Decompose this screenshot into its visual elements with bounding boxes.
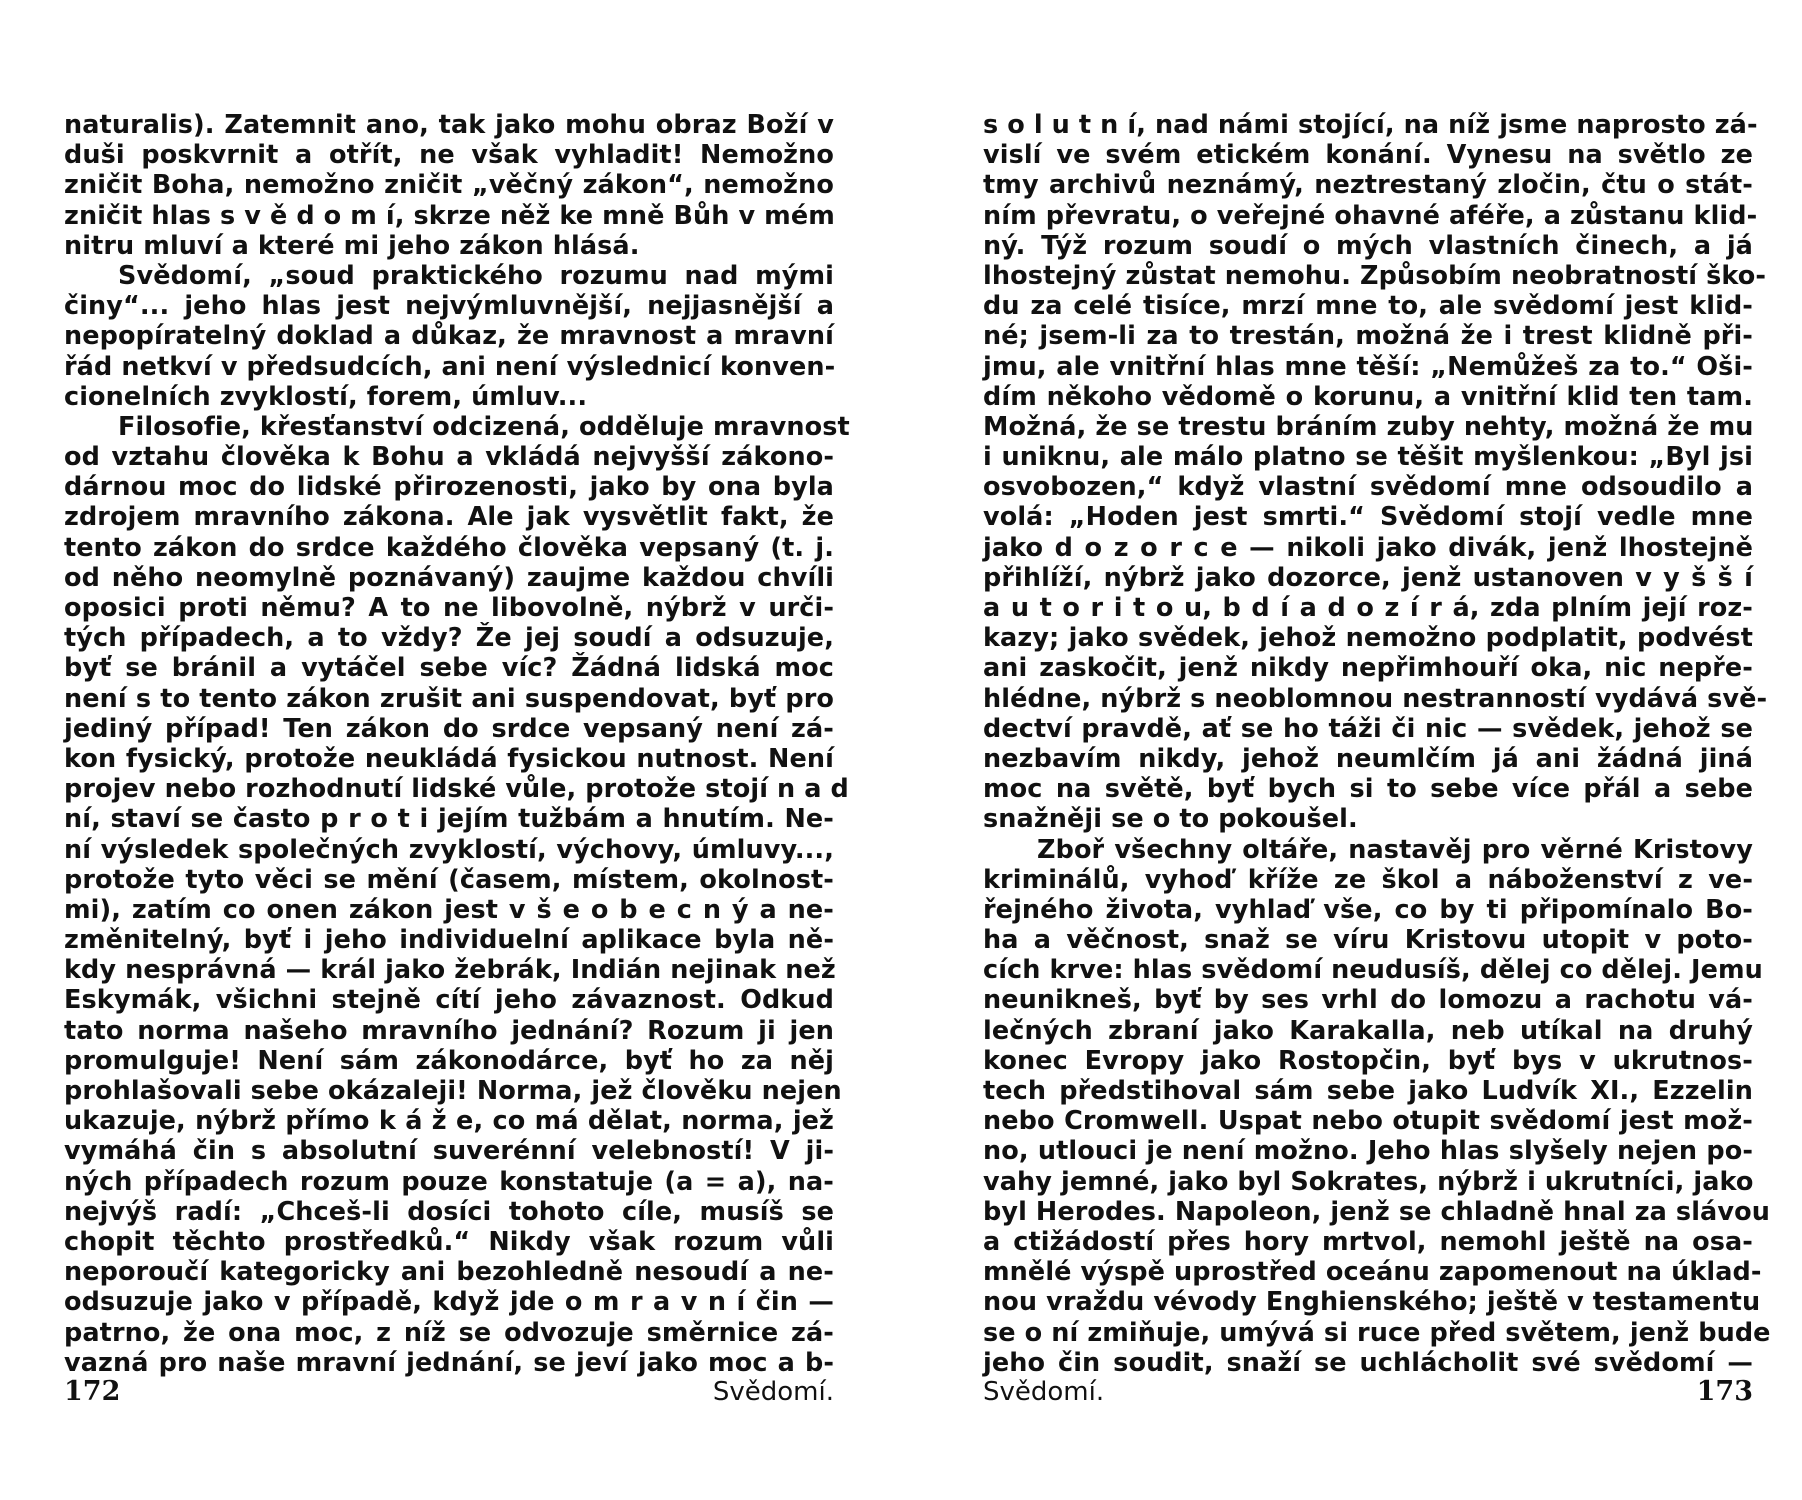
text-line: moc na světě, byť bych si to sebe více přál a sebe	[983, 774, 1753, 805]
text-line: byl Herodes. Napoleon, jenž se chladně hnal za slávou	[983, 1196, 1770, 1227]
text-line: kazy; jako svědek, jehož nemožno podplatit, podvést	[983, 623, 1753, 654]
text-line: od něho neomylně poznávaný) zaujme každou chvíli	[64, 562, 834, 593]
text-line: jako d o z o r c e — nikoli jako divák, jenž lhostejně	[983, 532, 1753, 563]
text-line: osvobozen,“ když vlastní svědomí mne odsoudilo a	[983, 472, 1753, 503]
text-line: kon fysický, protože neukládá fysickou nutnost. Není	[64, 743, 834, 774]
text-line: Svědomí, „soud praktického rozumu nad mými	[118, 260, 834, 291]
text-line: hlédne, nýbrž s neoblomnou nestranností vydává svě-	[983, 683, 1768, 714]
running-title: Svědomí.	[983, 1377, 1105, 1407]
text-line: tmy archivů neznámý, neztrestaný zločin, čtu o stát-	[983, 170, 1753, 201]
text-line: přihlíží, nýbrž jako dozorce, jenž ustanoven v y š š í	[983, 562, 1753, 593]
text-line: jmu, ale vnitřní hlas mne těší: „Nemůžeš za to.“ Oši-	[983, 351, 1753, 382]
text-line: vazná pro naše mravní jednání, se jeví jako moc a b-	[64, 1347, 834, 1378]
text-line: ný. Týž rozum soudí o mých vlastních činech, a já	[983, 230, 1753, 261]
text-line: zdrojem mravního zákona. Ale jak vysvětlit fakt, že	[64, 502, 834, 533]
text-line: tech předstihoval sám sebe jako Ludvík XI., Ezzelin	[983, 1076, 1753, 1106]
text-line: tato norma našeho mravního jednání? Rozum ji jen	[64, 1015, 834, 1046]
text-line: chopit těchto prostředků.“ Nikdy však rozum vůli	[64, 1226, 834, 1257]
text-line: nitru mluví a které mi jeho zákon hlásá.	[64, 230, 640, 261]
page-number: 172	[64, 1376, 121, 1407]
text-line: kriminálů, vyhoď kříže ze škol a náboženství z ve-	[983, 864, 1753, 895]
text-line: řejného života, vyhlaď vše, co by ti připomínalo Bo-	[983, 894, 1753, 925]
text-line: odsuzuje jako v případě, když jde o m r a v n í čin —	[64, 1287, 834, 1318]
text-line: zničit Boha, nemožno zničit „věčný zákon“, nemožno	[64, 170, 834, 201]
text-line: ani zaskočit, jenž nikdy nepřimhouří oka, nic nepře-	[983, 653, 1753, 684]
text-line: dárnou moc do lidské přirozenosti, jako by ona byla	[64, 472, 834, 503]
text-line: se o ní zmiňuje, umývá si ruce před světem, jenž bude	[983, 1317, 1771, 1348]
text-line: protože tyto věci se mění (časem, místem, okolnost-	[64, 864, 834, 895]
text-line: nepopíratelný doklad a důkaz, že mravnost a mravní	[64, 321, 834, 352]
text-line: byť se bránil a vytáčel sebe víc? Žádná lidská moc	[64, 653, 834, 684]
text-line: činy“... jeho hlas jest nejvýmluvnější, nejjasnější a	[64, 291, 834, 322]
text-line: zničit hlas s v ě d o m í, skrze něž ke mně Bůh v mém	[64, 200, 835, 231]
text-line: nebo Cromwell. Uspat nebo otupit svědomí jest mož-	[983, 1106, 1753, 1137]
text-line: du za celé tisíce, mrzí mne to, ale svědomí jest klid-	[983, 291, 1753, 322]
right-page-text	[983, 110, 1771, 1378]
text-line: řád netkví v předsudcích, ani není výslednicí konven-	[64, 351, 836, 382]
text-line: nezbavím nikdy, jehož neumlčím já ani žádná jiná	[983, 743, 1753, 774]
text-line: a ctižádostí přes hory mrtvol, nemohl ještě na osa-	[983, 1226, 1753, 1257]
text-line: Filosofie, křesťanství odcizená, odděluje mravnost	[118, 411, 850, 442]
text-line: ní, staví se často p r o t i jejím tužbám a hnutím. Ne-	[64, 804, 834, 835]
text-line: Zboř všechny oltáře, nastavěj pro věrné Kristovy	[1037, 834, 1753, 865]
text-line: a u t o r i t o u, b d í a d o z í r á, zda plním její roz-	[983, 593, 1753, 623]
text-line: oposici proti němu? A to ne libovolně, nýbrž v urči-	[64, 593, 834, 623]
text-line: né; jsem-li za to trestán, možná že i trest klidně při-	[983, 321, 1753, 352]
text-line: prohlašovali sebe okázaleji! Norma, jež člověku nejen	[64, 1076, 842, 1106]
text-line: dectví pravdě, ať se ho táži či nic — svědek, jehož se	[983, 713, 1753, 744]
text-line: ha a věčnost, snaž se víru Kristovu utopit v poto-	[983, 925, 1753, 956]
text-line: volá: „Hoden jest smrti.“ Svědomí stojí vedle mne	[983, 502, 1753, 533]
text-line: mi), zatím co onen zákon jest v š e o b e c n ý a ne-	[64, 894, 834, 925]
text-line: projev nebo rozhodnutí lidské vůle, protože stojí n a d	[64, 774, 849, 805]
text-line: cích krve: hlas svědomí neudusíš, dělej co dělej. Jemu	[983, 955, 1763, 986]
running-title: Svědomí.	[712, 1377, 834, 1407]
text-line: mnělé výspě uprostřed oceánu zapomenout na úklad-	[983, 1257, 1762, 1288]
text-line: tých případech, a to vždy? Že jej soudí a odsuzuje,	[64, 623, 834, 654]
text-line: od vztahu člověka k Bohu a vkládá nejvyšší zákono-	[64, 442, 834, 473]
right-page-footer	[983, 1374, 1753, 1410]
text-line: i uniknu, ale málo platno se těšit myšlenkou: „Byl jsi	[983, 442, 1753, 473]
text-line: dím někoho vědomě o korunu, a vnitřní klid ten tam.	[983, 381, 1753, 412]
text-line: vymáhá čin s absolutní suverénní velebností! V ji-	[64, 1136, 834, 1167]
text-line: změnitelný, byť i jeho individuelní aplikace byla ně-	[64, 925, 834, 956]
text-line: jeho čin soudit, snaží se uchlácholit své svědomí —	[983, 1347, 1753, 1378]
text-line: neporoučí kategoricky ani bezohledně nesoudí a ne-	[64, 1257, 834, 1288]
page-number: 173	[1696, 1376, 1753, 1407]
text-line: není s to tento zákon zrušit ani suspendovat, byť pro	[64, 683, 834, 714]
text-line: nou vraždu vévody Enghienského; ještě v testamentu	[983, 1287, 1761, 1318]
text-line: ním převratu, o veřejné ohavné aféře, a zůstanu klid-	[983, 200, 1758, 231]
text-line: patrno, že ona moc, z níž se odvozuje směrnice zá-	[64, 1317, 834, 1348]
text-line: lhostejný zůstat nemohu. Způsobím neobratností ško-	[983, 260, 1767, 291]
text-line: lečných zbraní jako Karakalla, neb utíkal na druhý	[983, 1015, 1753, 1046]
text-line: jediný případ! Ten zákon do srdce vepsaný není zá-	[64, 713, 834, 744]
text-line: ných případech rozum pouze konstatuje (a = a), na-	[64, 1166, 834, 1197]
text-line: konec Evropy jako Rostopčin, byť bys v ukrutnos-	[983, 1045, 1753, 1076]
left-page-text	[64, 110, 850, 1378]
text-line: ní výsledek společných zvyklostí, výchovy, úmluvy...,	[64, 834, 834, 865]
text-line: promulguje! Není sám zákonodárce, byť ho za něj	[64, 1045, 834, 1076]
text-line: duši poskvrnit a otřít, ne však vyhladit! Nemožno	[64, 140, 834, 171]
text-line: naturalis). Zatemnit ano, tak jako mohu obraz Boží v	[64, 110, 834, 140]
text-line: tento zákon do srdce každého člověka vepsaný (t. j.	[64, 532, 834, 563]
text-line: Eskymák, všichni stejně cítí jeho závaznost. Odkud	[64, 985, 834, 1016]
text-line: snažněji se o to pokoušel.	[983, 804, 1358, 835]
right-page	[901, 0, 1802, 1500]
text-line: neunikneš, byť by ses vrhl do lomozu a rachotu vá-	[983, 985, 1753, 1016]
text-line: ukazuje, nýbrž přímo k á ž e, co má dělat, norma, jež	[64, 1106, 834, 1137]
left-page-footer	[64, 1374, 834, 1410]
text-line: vislí ve svém etickém konání. Vynesu na světlo ze	[983, 140, 1753, 171]
text-line: s o l u t n í, nad námi stojící, na níž jsme naprosto zá-	[983, 110, 1758, 140]
text-line: cionelních zvyklostí, forem, úmluv...	[64, 381, 588, 412]
text-line: vahy jemné, jako byl Sokrates, nýbrž i ukrutníci, jako	[983, 1166, 1754, 1197]
text-line: no, utlouci je není možno. Jeho hlas slyšely nejen po-	[983, 1136, 1753, 1167]
text-line: Možná, že se trestu bráním zuby nehty, možná že mu	[983, 411, 1754, 442]
text-line: nejvýš radí: „Chceš-li dosíci tohoto cíle, musíš se	[64, 1196, 834, 1227]
text-line: kdy nesprávná — král jako žebrák, Indián nejinak než	[64, 955, 836, 986]
